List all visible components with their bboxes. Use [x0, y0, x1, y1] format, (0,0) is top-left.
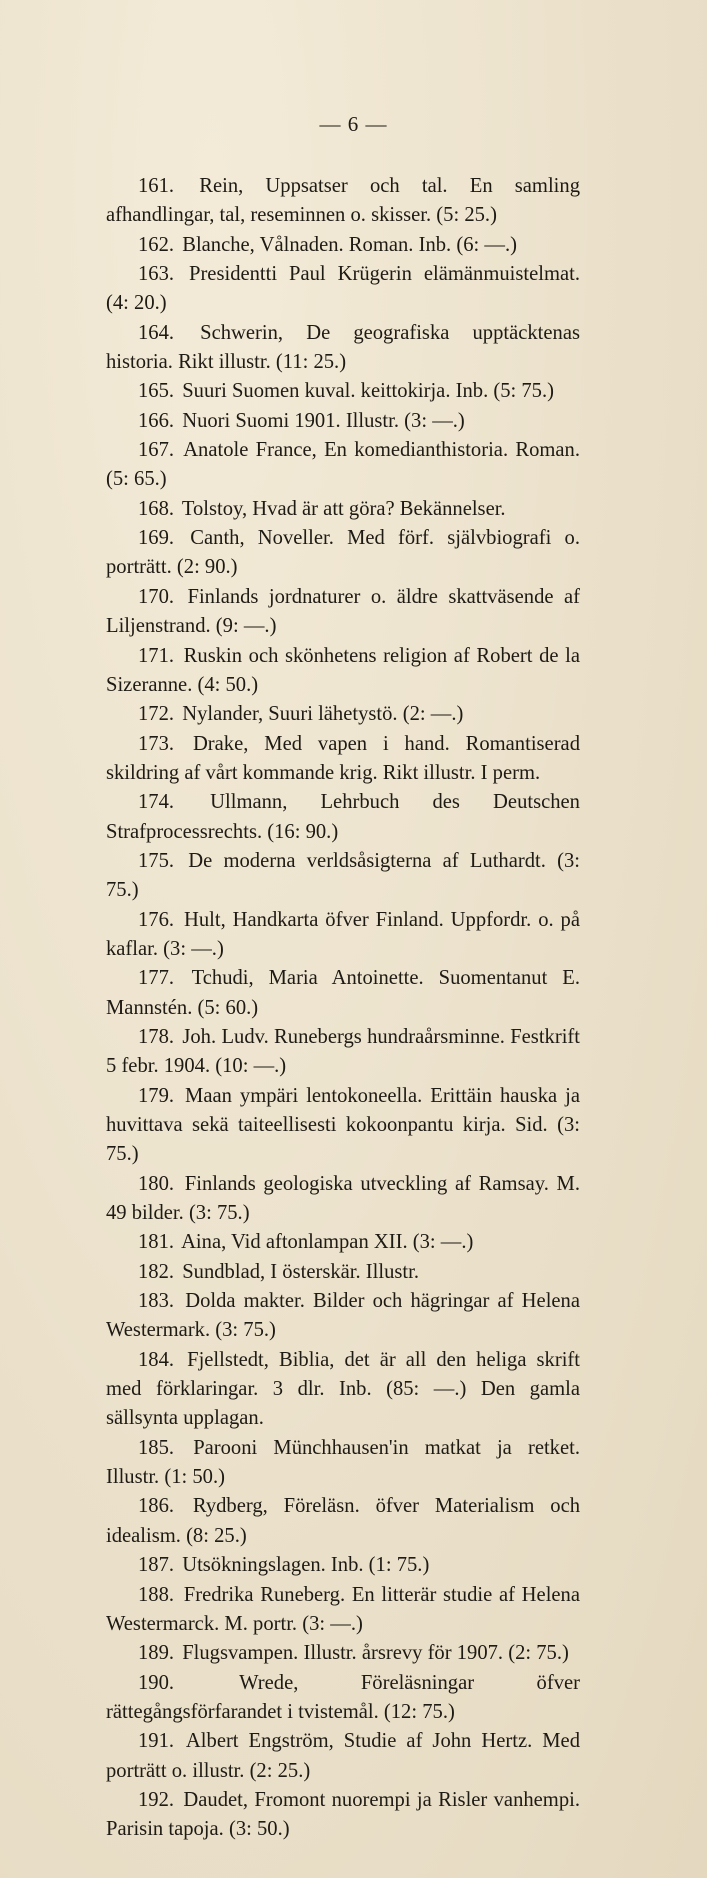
catalog-entry: [106, 1346, 580, 1434]
entry-number: 172.: [138, 703, 175, 726]
catalog-entry: [106, 407, 580, 436]
entry-number: 167.: [138, 439, 175, 462]
catalog-entry: [106, 1170, 580, 1229]
catalog-entry: [106, 436, 580, 495]
catalog-entry: [106, 583, 580, 642]
catalog-entry: [106, 1434, 580, 1493]
entry-text: Sundblad, I österskär. Illustr.: [182, 1260, 420, 1283]
entry-number: 182.: [138, 1260, 175, 1283]
entry-number: 188.: [138, 1583, 175, 1606]
entry-number: 192.: [138, 1788, 175, 1811]
entry-number: 177.: [138, 967, 175, 990]
catalog-entry: [106, 1786, 580, 1845]
entry-text: Finlands jordnaturer o. äldre skattväsende af Liljenstrand. (9: —.): [106, 585, 580, 638]
entry-text: Suuri Suomen kuval. keittokirja. Inb. (5: 75.): [182, 380, 554, 403]
entry-text: Rydberg, Föreläsn. öfver Materialism och idealism. (8: 25.): [106, 1495, 581, 1547]
entry-number: 171.: [138, 644, 175, 667]
entry-text: Ullmann, Lehrbuch des Deutschen Strafprocessrechts. (16: 90.): [106, 791, 580, 843]
entry-text: De moderna verldsåsigterna af Luthardt. (3: 75.): [106, 849, 580, 902]
entry-number: 176.: [138, 908, 175, 931]
catalog-entry: [106, 1258, 580, 1287]
catalog-entry: [106, 495, 580, 524]
entry-text: Drake, Med vapen i hand. Romantiserad skildring af vårt kommande krig. Rikt illustr. I perm.: [106, 732, 580, 784]
entry-text: Joh. Ludv. Runebergs hundraårsminne. Festkrift 5 febr. 1904. (10: —.): [106, 1025, 580, 1078]
entry-text: Canth, Noveller. Med förf. självbiografi o. porträtt. (2: 90.): [106, 527, 580, 579]
entry-text: Presidentti Paul Krügerin elämänmuistelmat. (4: 20.): [106, 263, 580, 315]
entry-text: Utsökningslagen. Inb. (1: 75.): [182, 1554, 430, 1577]
entry-number: 180.: [138, 1172, 175, 1195]
catalog-entry: [106, 1023, 580, 1082]
catalog-entry: [106, 260, 580, 319]
entry-text: Parooni Münchhausen'in matkat ja retket. Illustr. (1: 50.): [106, 1436, 580, 1489]
entry-number: 181.: [138, 1231, 175, 1254]
entry-number: 165.: [138, 380, 175, 403]
catalog-entry: [106, 1639, 580, 1668]
catalog-entry: [106, 1551, 580, 1580]
entry-text: Fjellstedt, Biblia, det är all den heliga skrift med förklaringar. 3 dlr. Inb. (85: —.) Den gamla sällsynta upplagan.: [106, 1348, 581, 1430]
entry-number: 185.: [138, 1436, 175, 1459]
catalog-entry: [106, 231, 580, 260]
catalog-entry: [106, 700, 580, 729]
catalog-entry: [106, 788, 580, 847]
catalog-entry: [106, 1669, 580, 1728]
entry-number: 162.: [138, 233, 175, 256]
catalog-entry: [106, 1287, 580, 1346]
page-number: — 6 —: [319, 112, 388, 136]
catalog-entry: [106, 524, 580, 583]
entry-number: 168.: [138, 497, 175, 520]
entry-text: Albert Engström, Studie af John Hertz. Med porträtt o. illustr. (2: 25.): [106, 1730, 580, 1782]
catalog-entry: [106, 172, 580, 231]
entry-number: 178.: [138, 1025, 175, 1048]
catalog-entry: [106, 730, 580, 789]
catalog-entry: [106, 847, 580, 906]
entry-text: Finlands geologiska utveckling af Ramsay. M. 49 bilder. (3: 75.): [106, 1172, 581, 1225]
entry-number: 163.: [138, 263, 175, 286]
entry-number: 170.: [138, 585, 175, 608]
entry-text: Schwerin, De geografiska upptäcktenas historia. Rikt illustr. (11: 25.): [106, 321, 580, 374]
entry-text: Aina, Vid aftonlampan XII. (3: —.): [181, 1231, 474, 1254]
entry-number: 186.: [138, 1495, 175, 1518]
entry-number: 190.: [138, 1671, 175, 1694]
entry-number: 189.: [138, 1642, 175, 1665]
entry-number: 187.: [138, 1554, 175, 1577]
entry-number: 191.: [138, 1730, 175, 1753]
entry-text: Flugsvampen. Illustr. årsrevy för 1907. (2: 75.): [182, 1642, 569, 1665]
catalog-entry: [106, 319, 580, 378]
catalog-entry: [106, 1581, 580, 1640]
catalog-entry: [106, 1727, 580, 1786]
catalog-entry: [106, 964, 580, 1023]
entry-text: Fredrika Runeberg. En litterär studie af Helena Westermarck. M. portr. (3: —.): [106, 1583, 580, 1635]
entry-number: 184.: [138, 1348, 175, 1371]
entry-text: Nuori Suomi 1901. Illustr. (3: —.): [182, 409, 465, 432]
entry-text: Maan ympäri lentokoneella. Erittäin hauska ja huvittava sekä taiteellisesti kokoonpantu kirja. Sid. (3: 75.): [106, 1084, 580, 1166]
entry-number: 179.: [138, 1084, 175, 1107]
entry-number: 175.: [138, 849, 175, 872]
entry-number: 183.: [138, 1290, 175, 1313]
entry-text: Tolstoy, Hvad är att göra? Bekännelser.: [181, 497, 506, 520]
catalog-entry: [106, 1082, 580, 1170]
entry-number: 161.: [138, 175, 175, 197]
catalog-entry: [106, 642, 580, 701]
catalog-entry: [106, 1492, 580, 1551]
entry-text: Anatole France, En komedianthistoria. Roman. (5: 65.): [106, 439, 580, 491]
catalog-entry: [106, 377, 580, 406]
entry-number: 174.: [138, 791, 175, 814]
entry-text: Tchudi, Maria Antoinette. Suomentanut E. Mannstén. (5: 60.): [106, 967, 580, 1019]
entry-number: 164.: [138, 321, 175, 344]
entry-text: Nylander, Suuri lähetystö. (2: —.): [182, 703, 464, 726]
entry-text: Dolda makter. Bilder och hägringar af Helena Westermark. (3: 75.): [106, 1290, 580, 1342]
entry-number: 173.: [138, 732, 175, 755]
entry-text: Rein, Uppsatser och tal. En samling afhandlingar, tal, reseminnen o. skisser. (5: 25.): [106, 175, 580, 227]
entry-number: 169.: [138, 527, 175, 550]
entry-text: Ruskin och skönhetens religion af Robert de la Sizeranne. (4: 50.): [106, 644, 580, 696]
entry-text: Wrede, Föreläsningar öfver rättegångsförfarandet i tvistemål. (12: 75.): [106, 1671, 580, 1723]
catalog-entry: [106, 1228, 580, 1257]
entry-text: Daudet, Fromont nuorempi ja Risler vanhempi. Parisin tapoja. (3: 50.): [106, 1788, 580, 1841]
entry-text: Blanche, Vålnaden. Roman. Inb. (6: —.): [182, 233, 517, 256]
entry-text: Hult, Handkarta öfver Finland. Uppfordr. o. på kaflar. (3: —.): [106, 908, 580, 960]
entry-number: 166.: [138, 409, 175, 432]
catalog-entry: [106, 906, 580, 965]
catalog-entries: [106, 172, 580, 1845]
